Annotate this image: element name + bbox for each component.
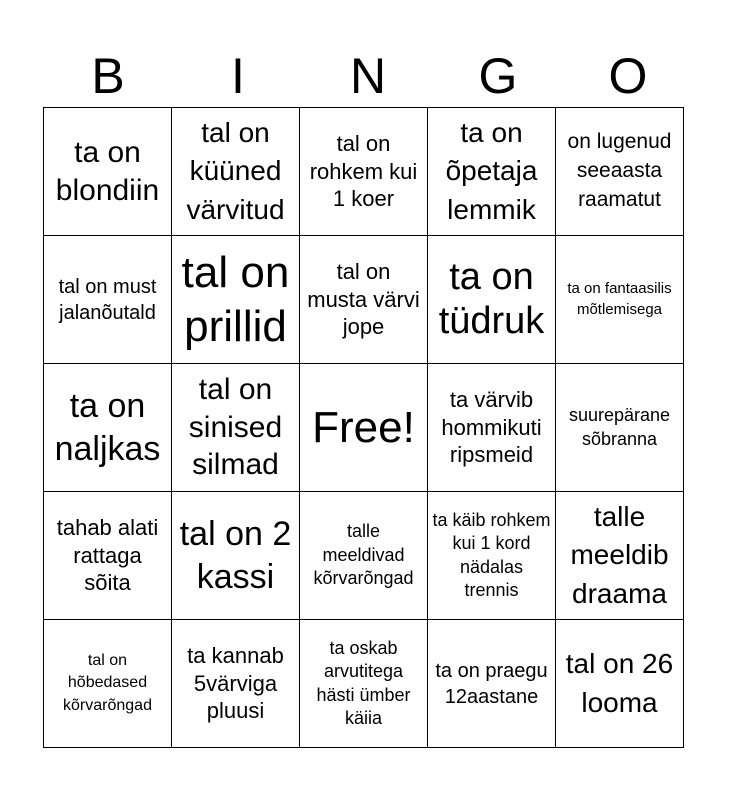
board-row bbox=[44, 108, 684, 236]
cell-text: ta värvib hommikuti ripsmeid bbox=[441, 387, 542, 468]
bingo-cell[interactable] bbox=[556, 236, 684, 364]
cell-text: ta on õpetaja lemmik bbox=[445, 117, 538, 225]
bingo-cell[interactable] bbox=[172, 364, 300, 492]
cell-text: suurepärane sõbranna bbox=[568, 405, 671, 449]
board-row bbox=[44, 492, 684, 620]
header-letter-b: B bbox=[91, 48, 125, 104]
bingo-cell[interactable] bbox=[556, 108, 684, 236]
bingo-cell[interactable] bbox=[556, 620, 684, 748]
bingo-cell[interactable] bbox=[172, 108, 300, 236]
bingo-cell[interactable] bbox=[300, 236, 428, 364]
bingo-cell[interactable] bbox=[44, 364, 172, 492]
cell-text: ta oskab arvutitega hästi ümber käiia bbox=[316, 637, 411, 728]
bingo-cell[interactable] bbox=[300, 620, 428, 748]
cell-text: tal on must jalanõutald bbox=[58, 275, 157, 324]
bingo-cell[interactable] bbox=[428, 364, 556, 492]
cell-text: tal on sinised silmad bbox=[188, 373, 283, 482]
bingo-cell[interactable] bbox=[172, 620, 300, 748]
free-label: Free! bbox=[312, 402, 415, 452]
free-cell[interactable] bbox=[300, 364, 428, 492]
header-letter-g: G bbox=[478, 48, 518, 104]
cell-text: ta käib rohkem kui 1 kord nädalas trennis bbox=[432, 509, 551, 600]
bingo-cell[interactable] bbox=[428, 492, 556, 620]
bingo-cell[interactable] bbox=[556, 364, 684, 492]
board-row bbox=[44, 236, 684, 364]
bingo-cell[interactable] bbox=[44, 492, 172, 620]
bingo-cell[interactable] bbox=[428, 236, 556, 364]
header-letter-o: O bbox=[608, 48, 648, 104]
bingo-cell[interactable] bbox=[44, 236, 172, 364]
bingo-header bbox=[43, 45, 693, 107]
header-letter-i: I bbox=[231, 48, 245, 104]
board-row bbox=[44, 620, 684, 748]
cell-text: ta on fantaasilis mõtlemisega bbox=[567, 280, 672, 318]
cell-text: ta kannab 5värviga pluusi bbox=[187, 643, 284, 724]
cell-text: tahab alati rattaga sõita bbox=[56, 515, 159, 596]
cell-text: tal on 26 looma bbox=[565, 648, 674, 718]
cell-text: tal on 2 kassi bbox=[179, 515, 292, 596]
cell-text: ta on tüdruk bbox=[438, 255, 545, 342]
cell-text: talle meeldib draama bbox=[570, 501, 669, 609]
bingo-cell[interactable] bbox=[172, 236, 300, 364]
cell-text: tal on prillid bbox=[181, 247, 290, 351]
bingo-cell[interactable] bbox=[556, 492, 684, 620]
cell-text: ta on blondiin bbox=[55, 136, 160, 207]
bingo-cell[interactable] bbox=[428, 108, 556, 236]
board-row bbox=[44, 364, 684, 492]
cell-text: ta on naljkas bbox=[54, 387, 161, 468]
cell-text: talle meeldivad kõrvarõngad bbox=[313, 521, 414, 589]
bingo-cell[interactable] bbox=[44, 108, 172, 236]
cell-text: tal on rohkem kui 1 koer bbox=[309, 131, 418, 212]
bingo-board bbox=[43, 107, 684, 748]
cell-text: tal on musta värvi jope bbox=[307, 259, 420, 340]
bingo-cell[interactable] bbox=[428, 620, 556, 748]
cell-text: tal on küüned värvitud bbox=[186, 117, 285, 225]
bingo-cell[interactable] bbox=[300, 492, 428, 620]
bingo-cell[interactable] bbox=[172, 492, 300, 620]
bingo-cell[interactable] bbox=[44, 620, 172, 748]
cell-text: tal on hõbedased kõrvarõngad bbox=[63, 651, 152, 714]
header-letter-n: N bbox=[349, 48, 387, 104]
cell-text: ta on praegu 12aastane bbox=[435, 659, 548, 708]
cell-text: on lugenud seeaasta raamatut bbox=[567, 130, 672, 211]
bingo-cell[interactable] bbox=[300, 108, 428, 236]
